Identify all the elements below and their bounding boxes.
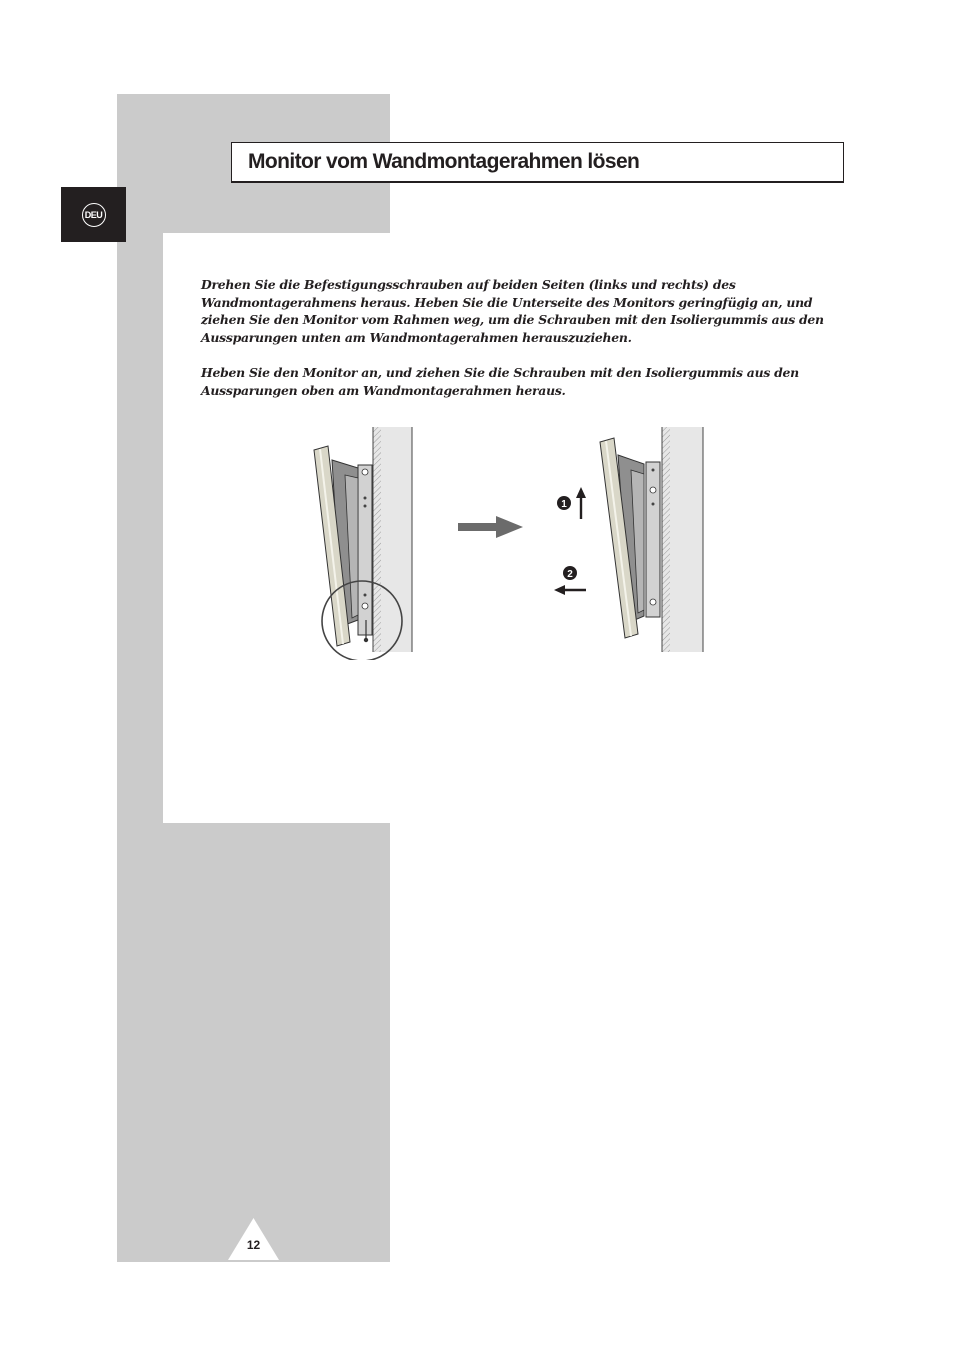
sidebar-band-middle [117, 233, 163, 823]
step-1-marker [557, 496, 571, 510]
step-2-label: 2 [567, 569, 573, 580]
instruction-paragraph-2: Heben Sie den Monitor an, und ziehen Sie die Schrauben mit den Isoliergummis aus den Aussparungen oben am Wandmontagerahmen heraus. [201, 365, 799, 398]
step-2-marker [563, 566, 577, 580]
wall-bracket-right [646, 462, 660, 617]
wall-right [662, 427, 703, 652]
monitor-removal-illustration [300, 420, 720, 660]
scene-after [554, 427, 703, 652]
title-box [231, 142, 844, 183]
scene-before [314, 427, 412, 660]
transition-arrow [458, 516, 523, 538]
wall-bracket-left [358, 465, 372, 635]
language-badge: DEU [82, 203, 106, 227]
wall-left [373, 427, 412, 652]
page-number-marker [228, 1218, 279, 1260]
instruction-paragraph-1: Drehen Sie die Befestigungsschrauben auf beiden Seiten (links und rechts) des Wandmontagerahmens heraus. Heben Sie die Unterseite des Monitors geringfügig an, und ziehen Sie den Monitor vom Rahmen weg, um die Schrauben mit den Isoliergummis aus den Aussparungen unten am Wandmontagerahmen herauszuziehen. [201, 277, 824, 345]
arrow-up-icon [576, 487, 586, 519]
step-1-label: 1 [561, 499, 567, 510]
sidebar-band-bottom [117, 823, 390, 1262]
page-title: Monitor vom Wandmontagerahmen lösen [248, 150, 640, 173]
language-tab [61, 187, 126, 242]
arrow-left-icon [554, 585, 586, 595]
page-number: 12 [246, 1238, 261, 1252]
